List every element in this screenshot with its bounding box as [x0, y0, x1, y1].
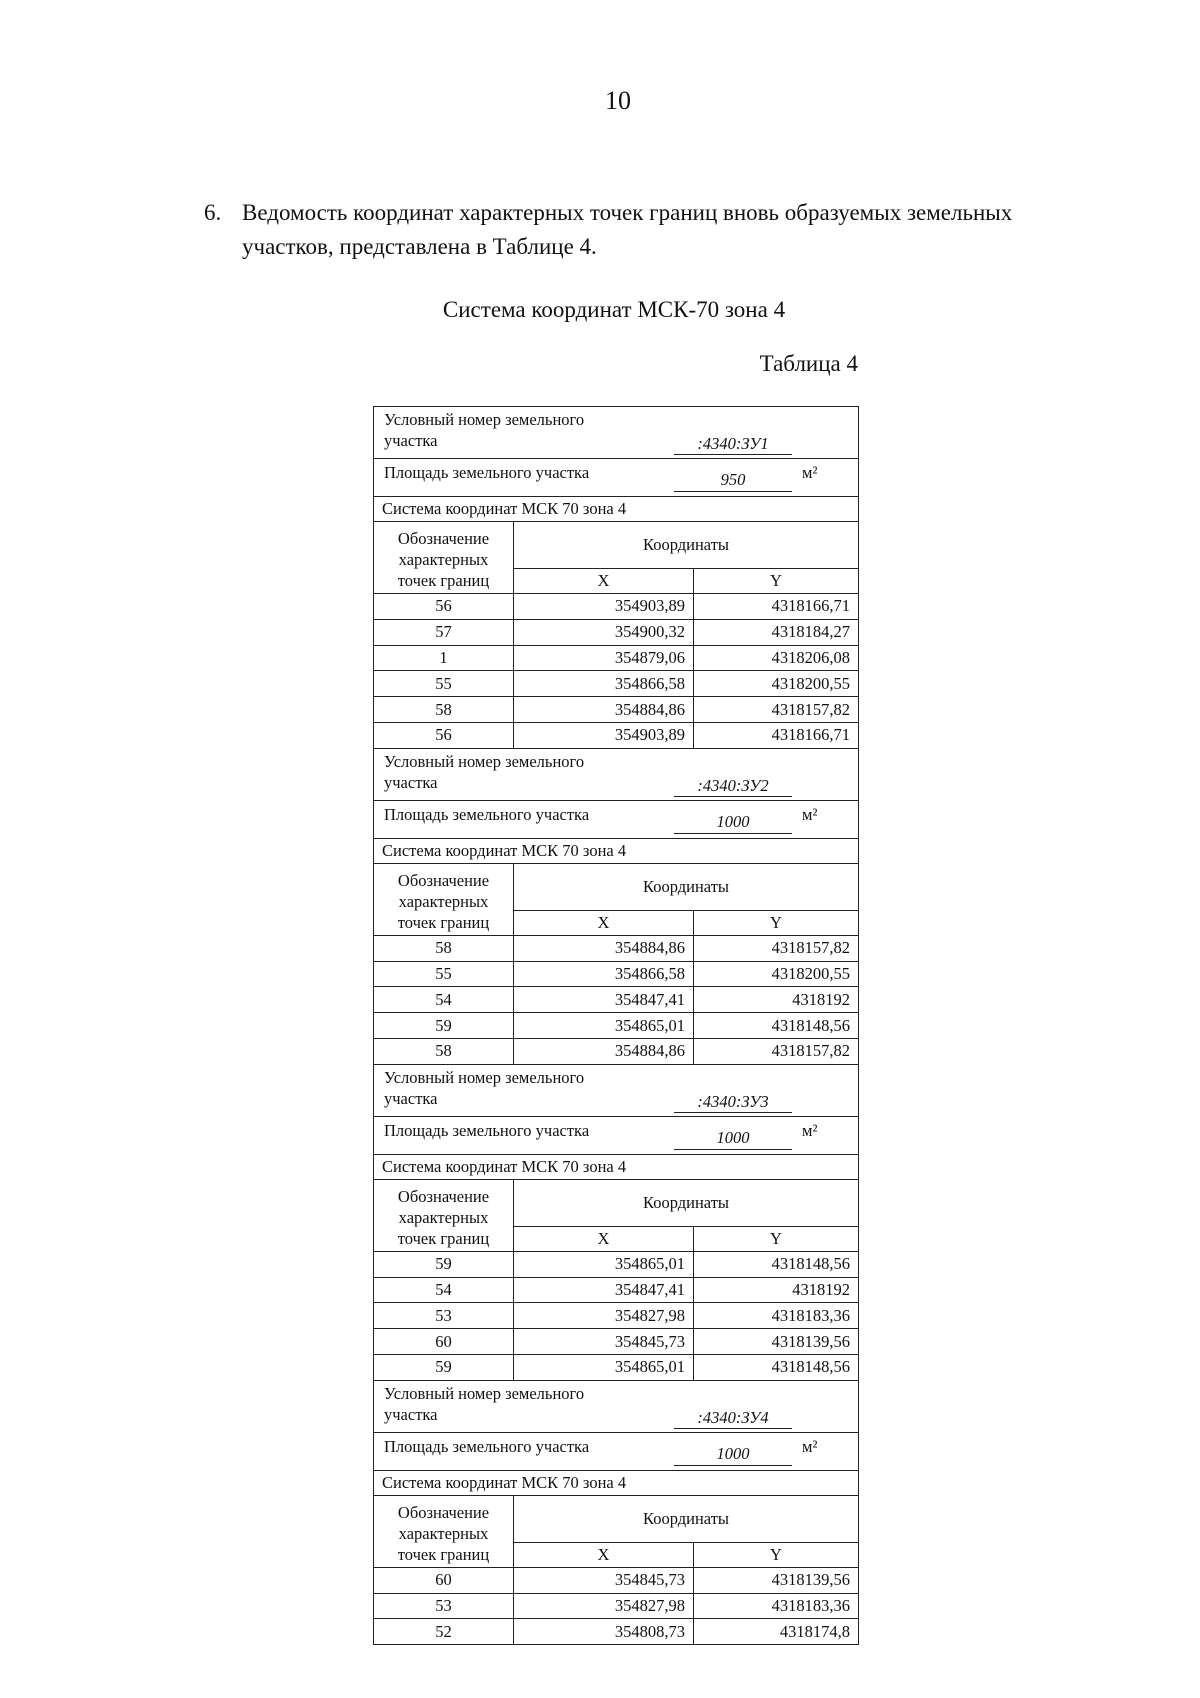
y-header: Y: [694, 1226, 859, 1251]
coordinate-system-label: Система координат МСК 70 зона 4: [374, 1154, 859, 1179]
coordinate-system-label: Система координат МСК 70 зона 4: [374, 497, 859, 522]
point-id: 58: [374, 697, 514, 723]
point-y: 4318166,71: [694, 722, 859, 748]
table-row: [374, 697, 859, 723]
point-x: 354884,86: [514, 935, 694, 961]
point-y: 4318200,55: [694, 961, 859, 987]
page-number: 10: [605, 86, 631, 115]
point-x: 354884,86: [514, 1038, 694, 1064]
point-x: 354865,01: [514, 1013, 694, 1039]
point-y: 4318206,08: [694, 645, 859, 671]
x-header: X: [514, 1226, 694, 1251]
header-row: [374, 1495, 859, 1542]
table-row: [374, 1567, 859, 1593]
table-row: [374, 671, 859, 697]
point-x: 354866,58: [514, 961, 694, 987]
point-id: 52: [374, 1619, 514, 1645]
x-header: X: [514, 569, 694, 594]
designation-header: Обозначение характерных точек границ: [374, 863, 514, 935]
point-y: 4318192: [694, 987, 859, 1013]
point-id: 59: [374, 1251, 514, 1277]
table-row: [374, 1329, 859, 1355]
coordinate-system-row: [374, 497, 859, 522]
parcel-area-value: 1000: [674, 1127, 792, 1150]
table-row: [374, 1251, 859, 1277]
point-y: 4318148,56: [694, 1354, 859, 1380]
table-row: [374, 1277, 859, 1303]
point-x: 354903,89: [514, 722, 694, 748]
point-id: 56: [374, 722, 514, 748]
point-y: 4318157,82: [694, 1038, 859, 1064]
point-id: 55: [374, 961, 514, 987]
parcel-number-row: [374, 407, 859, 459]
parcel-number-value: :4340:ЗУ1: [674, 434, 792, 455]
parcel-number-label: Условный номер земельного участка: [384, 751, 585, 792]
parcel-number-value: :4340:ЗУ3: [674, 1092, 792, 1113]
point-x: 354845,73: [514, 1329, 694, 1355]
point-x: 354865,01: [514, 1251, 694, 1277]
table-row: [374, 1619, 859, 1645]
coordinate-system-row: [374, 1470, 859, 1495]
point-y: 4318157,82: [694, 697, 859, 723]
point-id: 56: [374, 594, 514, 620]
parcel-number-row: [374, 1064, 859, 1116]
point-y: 4318183,36: [694, 1303, 859, 1329]
coordinate-system-row: [374, 1154, 859, 1179]
point-x: 354884,86: [514, 697, 694, 723]
area-unit: м²: [802, 804, 818, 824]
point-y: 4318166,71: [694, 594, 859, 620]
point-x: 354847,41: [514, 987, 694, 1013]
point-id: 54: [374, 987, 514, 1013]
parcel-number-label: Условный номер земельного участка: [384, 1067, 585, 1108]
area-unit: м²: [802, 1120, 818, 1140]
table-row: [374, 1593, 859, 1619]
table-label: Таблица 4: [759, 351, 858, 376]
parcel-number-row: [374, 1380, 859, 1432]
point-y: 4318184,27: [694, 619, 859, 645]
y-header: Y: [694, 910, 859, 935]
coordinates-table-body: [374, 407, 859, 1645]
parcel-area-row: [374, 1432, 859, 1470]
parcel-area-label: Площадь земельного участка: [384, 1436, 590, 1456]
point-x: 354865,01: [514, 1354, 694, 1380]
point-y: 4318200,55: [694, 671, 859, 697]
point-id: 58: [374, 935, 514, 961]
point-id: 60: [374, 1329, 514, 1355]
table-row: [374, 987, 859, 1013]
designation-header: Обозначение характерных точек границ: [374, 522, 514, 594]
designation-header: Обозначение характерных точек границ: [374, 1179, 514, 1251]
parcel-area-label: Площадь земельного участка: [384, 804, 590, 824]
point-id: 53: [374, 1593, 514, 1619]
paragraph: [204, 196, 1084, 264]
point-x: 354900,32: [514, 619, 694, 645]
x-header: X: [514, 1542, 694, 1567]
designation-header: Обозначение характерных точек границ: [374, 1495, 514, 1567]
paragraph-text: Ведомость координат характерных точек границ вновь образуемых земельных участков, представлена в Таблице 4.: [242, 200, 1013, 259]
point-id: 55: [374, 671, 514, 697]
table-row: [374, 935, 859, 961]
coordinate-system-label: Система координат МСК 70 зона 4: [374, 838, 859, 863]
x-header: X: [514, 910, 694, 935]
point-id: 58: [374, 1038, 514, 1064]
coordinates-header: Координаты: [514, 1179, 859, 1226]
table-row: [374, 1354, 859, 1380]
coordinates-header: Координаты: [514, 522, 859, 569]
point-y: 4318174,8: [694, 1619, 859, 1645]
table-row: [374, 1303, 859, 1329]
point-y: 4318192: [694, 1277, 859, 1303]
parcel-area-row: [374, 459, 859, 497]
parcel-area-value: 1000: [674, 811, 792, 834]
point-y: 4318148,56: [694, 1013, 859, 1039]
point-id: 53: [374, 1303, 514, 1329]
parcel-area-label: Площадь земельного участка: [384, 1120, 590, 1140]
y-header: Y: [694, 569, 859, 594]
table-row: [374, 1038, 859, 1064]
point-x: 354866,58: [514, 671, 694, 697]
parcel-number-label: Условный номер земельного участка: [384, 410, 585, 450]
point-y: 4318183,36: [694, 1593, 859, 1619]
point-x: 354827,98: [514, 1593, 694, 1619]
table-row: [374, 961, 859, 987]
parcel-number-value: :4340:ЗУ4: [674, 1408, 792, 1429]
header-row: [374, 522, 859, 569]
coordinate-system-title: Система координат МСК-70 зона 4: [442, 297, 786, 322]
parcel-area-value: 1000: [674, 1443, 792, 1466]
parcel-area-row: [374, 800, 859, 838]
point-y: 4318157,82: [694, 935, 859, 961]
point-x: 354847,41: [514, 1277, 694, 1303]
parcel-area-label: Площадь земельного участка: [384, 463, 590, 482]
point-id: 60: [374, 1567, 514, 1593]
coordinates-table: [373, 406, 859, 1645]
coordinate-system-label: Система координат МСК 70 зона 4: [374, 1470, 859, 1495]
table-row: [374, 594, 859, 620]
parcel-number-row: [374, 748, 859, 800]
point-x: 354808,73: [514, 1619, 694, 1645]
table-row: [374, 619, 859, 645]
parcel-number-value: :4340:ЗУ2: [674, 776, 792, 797]
parcel-number-label: Условный номер земельного участка: [384, 1383, 585, 1424]
coordinates-header: Координаты: [514, 863, 859, 910]
point-id: 59: [374, 1354, 514, 1380]
point-id: 54: [374, 1277, 514, 1303]
area-unit: м²: [802, 463, 818, 482]
parcel-area-value: 950: [674, 469, 792, 492]
table-row: [374, 722, 859, 748]
point-x: 354845,73: [514, 1567, 694, 1593]
coordinate-system-row: [374, 838, 859, 863]
table-row: [374, 1013, 859, 1039]
area-unit: м²: [802, 1436, 818, 1456]
point-x: 354827,98: [514, 1303, 694, 1329]
header-row: [374, 863, 859, 910]
paragraph-number: 6.: [204, 200, 222, 225]
table-row: [374, 645, 859, 671]
parcel-area-row: [374, 1116, 859, 1154]
point-x: 354879,06: [514, 645, 694, 671]
point-y: 4318148,56: [694, 1251, 859, 1277]
header-row: [374, 1179, 859, 1226]
point-id: 59: [374, 1013, 514, 1039]
coordinates-header: Координаты: [514, 1495, 859, 1542]
point-x: 354903,89: [514, 594, 694, 620]
y-header: Y: [694, 1542, 859, 1567]
point-y: 4318139,56: [694, 1329, 859, 1355]
point-y: 4318139,56: [694, 1567, 859, 1593]
point-id: 1: [374, 645, 514, 671]
point-id: 57: [374, 619, 514, 645]
